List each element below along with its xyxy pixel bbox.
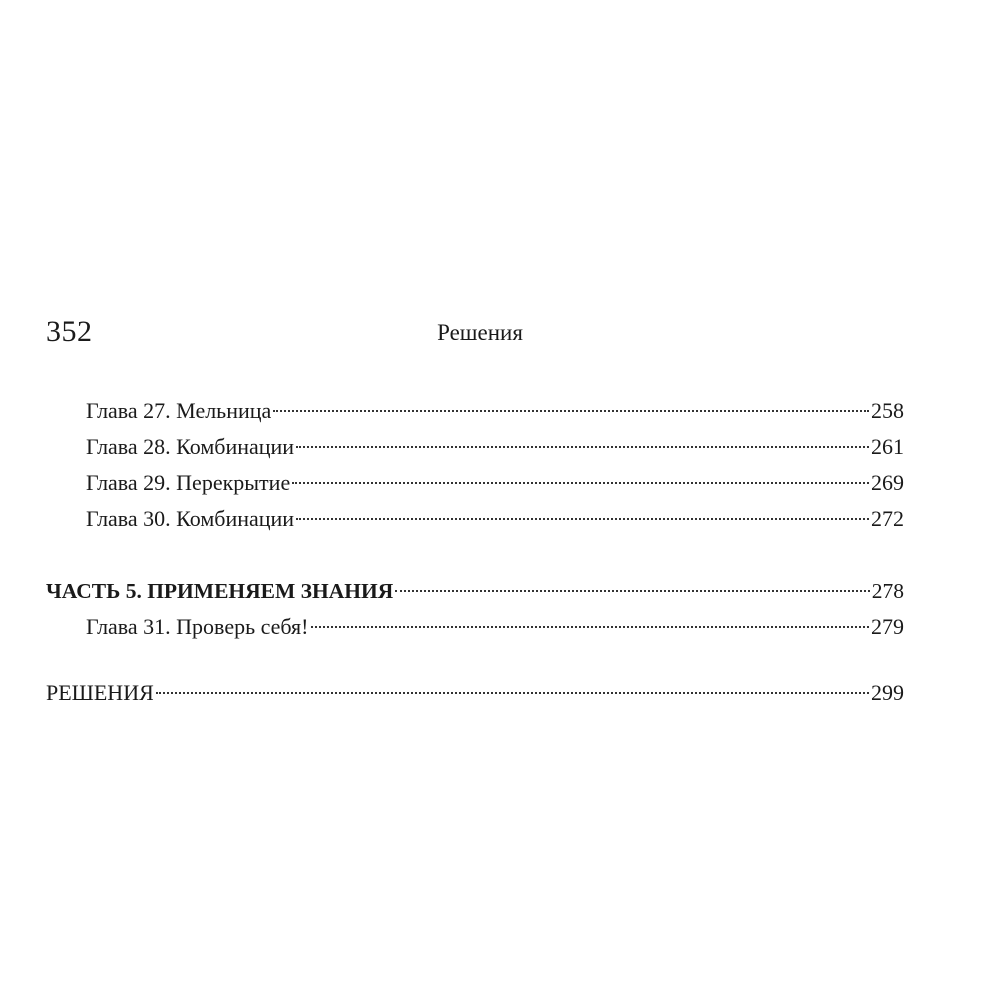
page-number: 352 [46,315,93,348]
toc-entry-title: Глава 29. Перекрытие [86,470,291,495]
toc-entry-page: 269 [871,470,904,495]
toc-entry-chapter-27 [86,394,904,428]
dot-leader [311,626,869,628]
toc-entry-page: 272 [871,506,904,531]
toc-entry-title: РЕШЕНИЯ [46,680,154,705]
toc-entry-chapter-30 [86,502,904,536]
toc-entry-page: 278 [871,579,904,603]
dot-leader [395,590,870,592]
dot-leader [156,692,869,694]
toc-entry-page: 279 [871,614,904,639]
toc-entry-page: 261 [871,434,904,459]
toc-entry-chapter-29 [86,466,904,500]
toc-entry-title: Глава 28. Комбинации [86,434,295,459]
toc-entry-title: Глава 31. Проверь себя! [86,614,309,639]
toc-entry-part-5 [46,574,904,608]
toc-entry-title: Глава 27. Мельница [86,398,272,423]
toc-entry-page: 258 [871,398,904,423]
dot-leader [296,446,869,448]
toc-entry-chapter-31 [86,610,904,644]
dot-leader [296,518,869,520]
toc-entry-title: ЧАСТЬ 5. ПРИМЕНЯЕМ ЗНАНИЯ [46,579,394,603]
toc-entry-chapter-28 [86,430,904,464]
toc-entry-page: 299 [871,680,904,705]
toc-entry-title: Глава 30. Комбинации [86,506,295,531]
running-title: Решения [437,320,523,345]
dot-leader [273,410,869,412]
toc-entry-solutions [46,676,904,710]
dot-leader [292,482,869,484]
